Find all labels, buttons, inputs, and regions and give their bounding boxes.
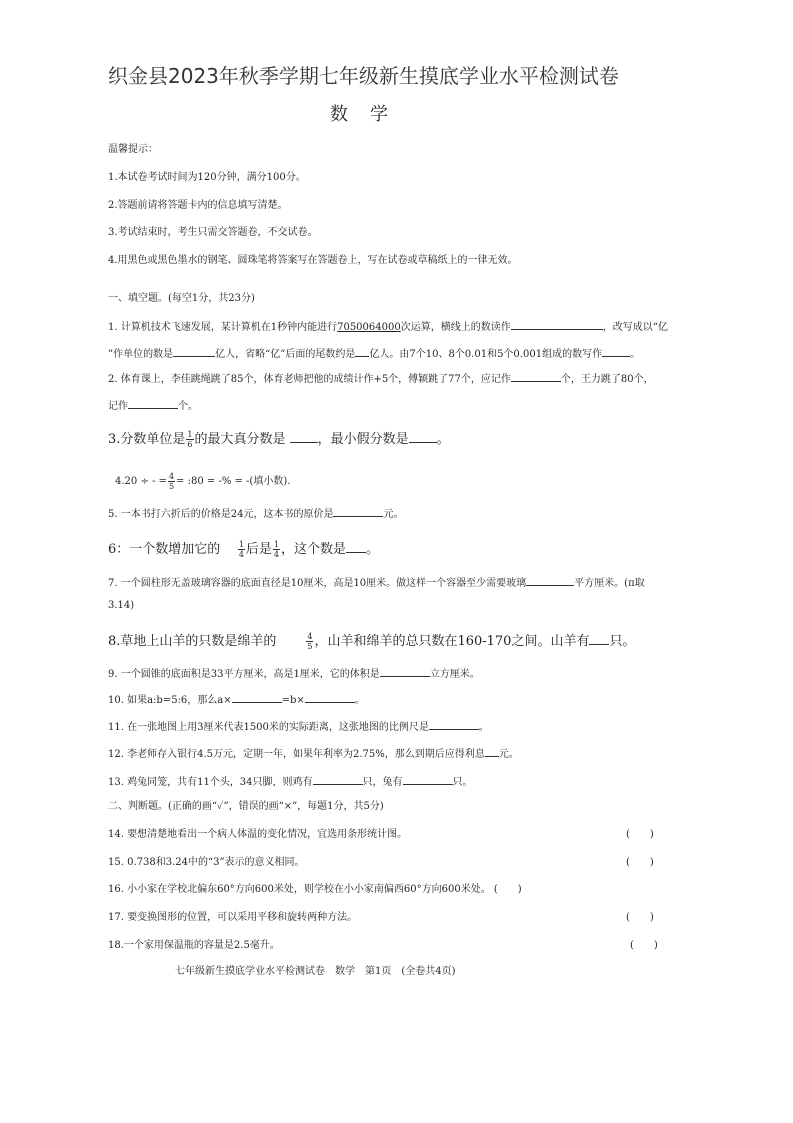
answer-blank[interactable] [173,345,215,357]
answer-paren[interactable]: ( ) [626,829,654,840]
fraction: $\frac{4}{5}$ [307,632,313,651]
answer-blank[interactable] [511,370,561,382]
question-6: 6：一个数增加它的 $\frac{1}{4}$ 后是 $\frac{1}{4}$ ，这个数是 。 [108,540,380,559]
question-11: 11. 在一张地图上用3厘米代表1500米的实际距离，这张地图的比例尺是 。 [108,718,489,733]
question-13: 13. 鸡兔同笼，共有11个头，34只脚，则鸡有 只，兔有 只。 [108,773,473,788]
note-item: 3.考试结束时，考生只需交答题卷，不交试卷。 [108,227,318,238]
note-item: 2.答题前请将答题卡内的信息填写清楚。 [108,200,288,211]
fraction: $\frac{1}{4}$ [238,540,244,559]
question-1-line2: ”作单位的数是 亿人，省略“亿”后面的尾数约是 亿人。由7个10、8个0.01和5个0.001组成的数写作 。 [108,345,640,360]
question-12: 12. 李老师存入银行4.5万元，定期一年，如果年利率为2.75%，那么到期后应得利息 元。 [108,745,519,760]
operations-number: 7050064000 [337,322,401,333]
question-1-line1: 1. 计算机技术飞速发展，某计算机在1秒钟内能进行7050064000次运算，横线上的数读作 ，改写成以“亿 [108,318,668,333]
fraction: $\frac{4}{5}$ [168,472,175,491]
answer-blank[interactable] [313,773,363,785]
answer-blank[interactable] [380,665,430,677]
section2-heading: 二、判断题。(正确的画“✓”，错误的画“×”，每题1分，共5分) [108,801,384,812]
question-8: 8.草地上山羊的只数是绵羊的 $\frac{4}{5}$ ，山羊和绵羊的总只数在160-170之间。山羊有 只。 [108,632,636,651]
fraction: $\frac{1}{4}$ [273,540,280,559]
answer-blank[interactable] [355,345,369,357]
answer-paren[interactable]: ( ) [626,912,654,923]
answer-blank[interactable] [232,691,282,703]
question-14: 14. 要想清楚地看出一个病人体温的变化情况，宜选用条形统计图。 [108,829,408,840]
answer-blank[interactable] [333,505,383,517]
answer-blank[interactable] [589,633,609,645]
question-7-line2: 3.14) [108,600,135,611]
question-15: 15. 0.738和3.24中的“3”表示的意义相同。 [108,857,305,868]
note-item: 4.用黑色或黑色墨水的钢笔、圆珠笔将答案写在答题卷上，写在试卷或草稿纸上的一律无效。 [108,255,518,266]
answer-blank[interactable] [290,431,318,443]
answer-blank[interactable] [526,574,574,586]
question-5: 5. 一本书打六折后的价格是24元，这本书的原价是 元。 [108,505,403,520]
question-3: 3.分数单位是 $\frac{1}{6}$ 的最大真分数是 ，最小假分数是 。 [108,430,450,449]
answer-blank[interactable] [429,718,479,730]
answer-paren[interactable]: ( ) [630,940,658,951]
question-2-line2: 记作 个。 [108,397,198,412]
note-item: 1.本试卷考试时间为120分钟，满分100分。 [108,172,306,183]
question-17: 17. 要变换图形的位置，可以采用平移和旋转两种方法。 [108,912,358,923]
notes-heading: 温馨提示： [108,144,158,155]
question-9: 9. 一个圆锥的底面积是33平方厘米，高是1厘米，它的体积是 立方厘米。 [108,665,480,680]
question-7-line1: 7. 一个圆柱形无盖玻璃容器的底面直径是10厘米，高是10厘米。做这样一个容器至少需要玻璃 平方厘米。(π取 [108,574,645,589]
answer-blank[interactable] [602,345,630,357]
question-4: 4.20 ÷ - = $\frac{4}{5}$ = :80 = -% = -(填小数). [115,472,291,491]
question-2-line1: 2. 体育课上，李佳跳绳跳了85个，体育老师把他的成绩计作+5个，傅颖跳了77个，应记作 个，王力跳了80个， [108,370,654,385]
answer-blank[interactable] [403,773,453,785]
answer-blank[interactable] [485,745,499,757]
answer-blank[interactable] [409,431,437,443]
answer-blank[interactable] [346,541,366,553]
exam-title: 织金县2023年秋季学期七年级新生摸底学业水平检测试卷 [108,64,619,88]
section1-heading: 一、填空题。(每空1分，共23分) [108,293,255,304]
question-10: 10. 如果a:b=5:6，那么a× =b× 。 [108,691,365,706]
question-16: 16. 小小家在学校北偏东60°方向600米处，则学校在小小家南偏西60°方向600米处。 ( ) [108,884,522,895]
answer-blank[interactable] [305,691,355,703]
question-18: 18.一个家用保温瓶的容量是2.5毫升。 [108,940,280,951]
answer-paren[interactable]: ( ) [493,884,522,895]
page-footer: 七年级新生摸底学业水平检测试卷 数学 第1页 (全卷共4页) [175,966,456,977]
answer-blank[interactable] [128,397,178,409]
fraction: $\frac{1}{6}$ [187,430,193,449]
answer-blank[interactable] [511,318,603,330]
subject-title: 数学 [330,104,410,125]
answer-paren[interactable]: ( ) [626,857,654,868]
